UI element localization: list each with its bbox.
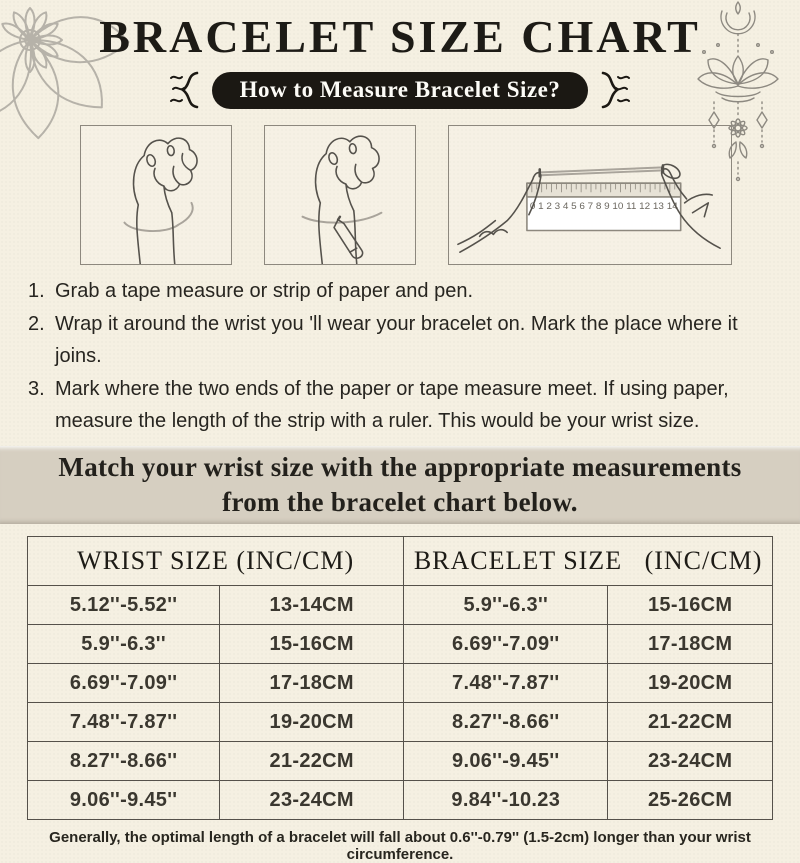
how-to-measure-badge: How to Measure Bracelet Size? — [212, 72, 589, 109]
bracelet-cm-cell: 25-26CM — [608, 781, 773, 820]
page-title: BRACELET SIZE CHART — [99, 11, 701, 62]
table-row — [28, 781, 773, 820]
bracelet-cm-cell: 23-24CM — [608, 742, 773, 781]
wrist-cm-cell: 17-18CM — [220, 664, 404, 703]
hand-tape-illustration — [80, 125, 232, 265]
measure-illustrations — [80, 125, 800, 265]
instruction-step-2 — [28, 308, 772, 372]
table-row — [28, 742, 773, 781]
match-size-banner — [0, 446, 800, 524]
flourish-right-icon — [600, 70, 632, 110]
wrist-inch-cell: 9.06''-9.45'' — [28, 781, 220, 820]
flourish-left-icon — [168, 70, 200, 110]
bracelet-inch-cell: 9.84''-10.23 — [404, 781, 608, 820]
bracelet-cm-cell: 15-16CM — [608, 586, 773, 625]
table-row — [28, 703, 773, 742]
bracelet-cm-cell: 21-22CM — [608, 703, 773, 742]
hand-pen-illustration — [264, 125, 416, 265]
bracelet-inch-cell: 7.48''-7.87'' — [404, 664, 608, 703]
wrist-inch-cell: 8.27''-8.66'' — [28, 742, 220, 781]
step-number: 1. — [28, 280, 45, 303]
instructions — [28, 275, 772, 437]
bracelet-size-header: BRACELET SIZE (INC/CM) — [404, 537, 773, 586]
wrist-inch-cell: 6.69''-7.09'' — [28, 664, 220, 703]
table-row — [28, 664, 773, 703]
table-header-row — [28, 537, 773, 586]
step-text: Grab a tape measure or strip of paper and pen. — [55, 280, 474, 303]
bracelet-inch-cell: 6.69''-7.09'' — [404, 625, 608, 664]
header — [0, 0, 800, 110]
bracelet-inch-cell: 9.06''-9.45'' — [404, 742, 608, 781]
table-row — [28, 625, 773, 664]
wrist-size-header: WRIST SIZE (INC/CM) — [28, 537, 404, 586]
instruction-step-3 — [28, 373, 772, 437]
subtitle-row — [0, 70, 800, 110]
ruler-measure-illustration — [448, 125, 732, 265]
bracelet-cm-cell: 19-20CM — [608, 664, 773, 703]
step-text: Wrap it around the wrist you 'll wear your bracelet on. Mark the place where it joins. — [55, 313, 738, 368]
size-chart-table — [27, 536, 773, 820]
bracelet-inch-cell: 8.27''-8.66'' — [404, 703, 608, 742]
step-number: 2. — [28, 313, 45, 336]
wrist-cm-cell: 15-16CM — [220, 625, 404, 664]
banner-text: Match your wrist size with the appropriate measurements from the bracelet chart below. — [58, 452, 742, 518]
wrist-cm-cell: 23-24CM — [220, 781, 404, 820]
bracelet-inch-cell: 5.9''-6.3'' — [404, 586, 608, 625]
table-row — [28, 586, 773, 625]
bracelet-cm-cell: 17-18CM — [608, 625, 773, 664]
instruction-step-1 — [28, 275, 772, 307]
ruler-numbers: 0 1 2 3 4 5 6 7 8 9 10 11 12 13 14 — [529, 201, 678, 212]
wrist-cm-cell: 13-14CM — [220, 586, 404, 625]
step-number: 3. — [28, 378, 45, 401]
wrist-inch-cell: 5.9''-6.3'' — [28, 625, 220, 664]
wrist-inch-cell: 7.48''-7.87'' — [28, 703, 220, 742]
wrist-cm-cell: 19-20CM — [220, 703, 404, 742]
wrist-inch-cell: 5.12''-5.52'' — [28, 586, 220, 625]
step-text: Mark where the two ends of the paper or tape measure meet. If using paper, measure the length of the strip with a ruler. This would be your wrist size. — [55, 378, 729, 433]
wrist-cm-cell: 21-22CM — [220, 742, 404, 781]
footer-note: Generally, the optimal length of a bracelet will fall about 0.6''-0.79'' (1.5-2cm) longer than your wrist circumference. — [49, 829, 751, 863]
